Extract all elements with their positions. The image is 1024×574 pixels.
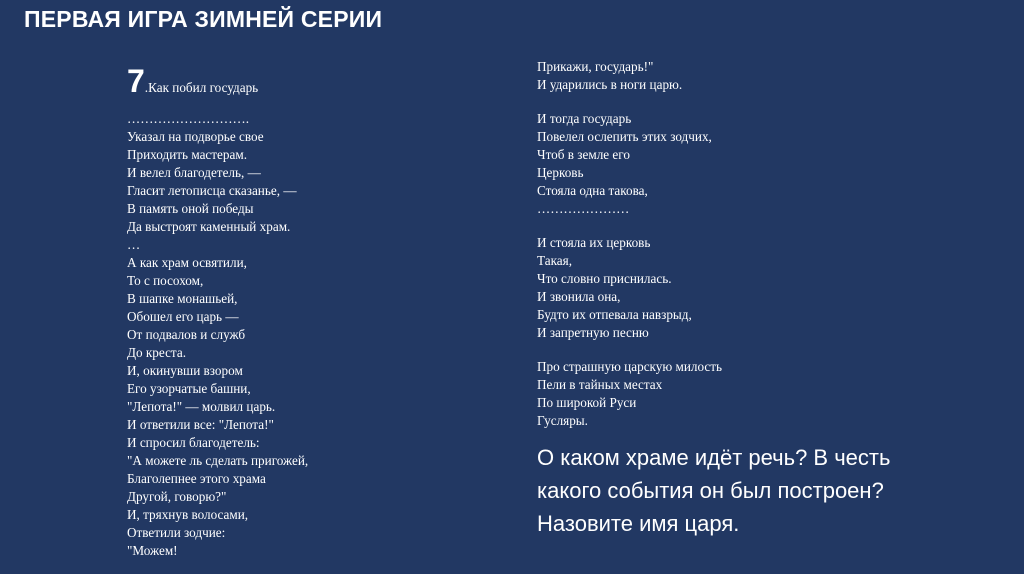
poem-line: И, окинувши взором [127, 363, 243, 378]
poem-line: И ответили все: "Лепота!" [127, 417, 274, 432]
poem-line: И, тряхнув волосами, [127, 507, 249, 522]
question-text: О каком храме идёт речь? В честь какого события он был построен? Назовите имя царя. [537, 445, 891, 536]
poem-line: До креста. [127, 345, 186, 360]
poem-line: Повелел ослепить этих зодчих, [537, 129, 712, 144]
poem-line: "А можете ль сделать пригожей, [127, 453, 309, 468]
stanza-gap [537, 342, 722, 358]
poem-line: ………………… [537, 201, 630, 216]
poem-line: Да выстроят каменный храм. [127, 219, 291, 234]
poem-line: "Можем! [127, 543, 178, 558]
question-number: 7 [127, 63, 145, 99]
poem-line: И тогда государь [537, 111, 632, 126]
poem-left-column [127, 110, 308, 560]
poem-line: Чтоб в земле его [537, 147, 630, 162]
poem-line: А как храм освятили, [127, 255, 247, 270]
poem-line: Гласит летописца сказанье, — [127, 183, 297, 198]
poem-line: И спросил благодетель: [127, 435, 260, 450]
poem-line: По широкой Руси [537, 395, 637, 410]
poem-right-column [537, 58, 722, 430]
poem-line: Что словно приснилась. [537, 271, 672, 286]
poem-line: Церковь [537, 165, 584, 180]
poem-line: Другой, говорю?" [127, 489, 227, 504]
poem-line: В память оной победы [127, 201, 254, 216]
poem-line: В шапке монашьей, [127, 291, 238, 306]
poem-line: И запретную песню [537, 325, 649, 340]
poem-line: Пели в тайных местах [537, 377, 663, 392]
poem-line: Будто их отпевала навзрыд, [537, 307, 692, 322]
poem-line: Стояла одна такова, [537, 183, 648, 198]
poem-line: От подвалов и служб [127, 327, 246, 342]
slide-title: ПЕРВАЯ ИГРА ЗИМНЕЙ СЕРИИ [24, 6, 383, 32]
stanza-gap [537, 218, 722, 234]
poem-line: … [127, 237, 141, 252]
poem-line: И звонила она, [537, 289, 621, 304]
poem-line: И велел благодетель, — [127, 165, 261, 180]
poem-line: То с посохом, [127, 273, 204, 288]
poem-line: Благолепнее этого храма [127, 471, 266, 486]
poem-line: И стояла их церковь [537, 235, 651, 250]
poem-line: Указал на подворье свое [127, 129, 264, 144]
poem-line: Ответили зодчие: [127, 525, 226, 540]
poem-heading [127, 63, 258, 100]
poem-line: Прикажи, государь!" [537, 59, 654, 74]
poem-line: ………………………. [127, 111, 249, 126]
stanza-gap [537, 94, 722, 110]
poem-line: Обошел его царь — [127, 309, 239, 324]
poem-line: Такая, [537, 253, 573, 268]
poem-line: Гусляры. [537, 413, 588, 428]
poem-line: Про страшную царскую милость [537, 359, 723, 374]
poem-line: Его узорчатые башни, [127, 381, 251, 396]
poem-line: Приходить мастерам. [127, 147, 247, 162]
poem-line: И ударились в ноги царю. [537, 77, 683, 92]
poem-title: .Как побил государь [144, 80, 259, 95]
poem-line: "Лепота!" — молвил царь. [127, 399, 276, 414]
